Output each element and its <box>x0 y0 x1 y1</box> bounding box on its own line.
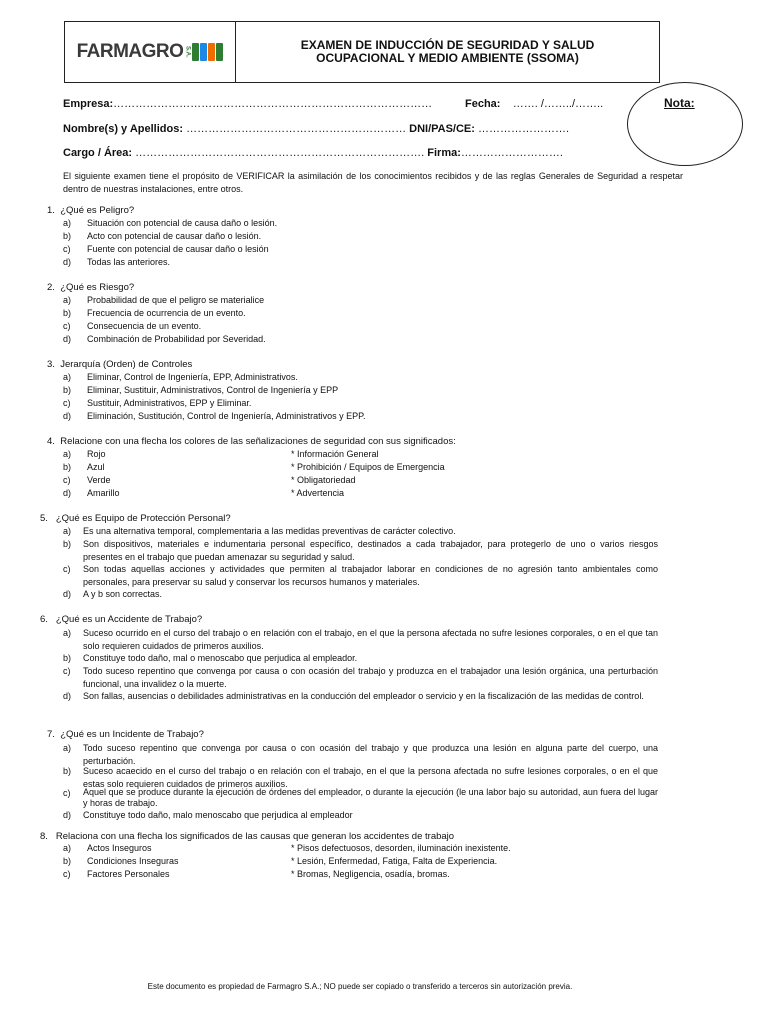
q6-option-a[interactable]: Suceso ocurrido en el curso del trabajo o en relación con el trabajo, en el que la persona afectada no sufre lesiones corporales, o en el que tan solo requieren cuidados de primeros auxilios. <box>83 628 658 651</box>
empresa-label: Empresa: <box>63 98 114 110</box>
question-7 <box>47 729 204 740</box>
grade-label: Nota: <box>664 96 695 110</box>
dni-field[interactable]: ……………………. <box>478 123 570 135</box>
title-line-1: EXAMEN DE INDUCCIÓN DE SEGURIDAD Y SALUD <box>300 38 595 52</box>
grade-circle <box>627 82 743 166</box>
q6-option-a-letter: a) <box>63 628 72 638</box>
question-number: 6. <box>40 614 48 625</box>
empresa-field[interactable]: …………………………………………………………………………… <box>113 98 433 110</box>
fecha-field[interactable]: ……. /……../…….. <box>512 98 604 110</box>
empresa-row <box>63 98 432 110</box>
question-number: 3. <box>47 359 55 370</box>
question-8 <box>40 831 454 842</box>
q7-option-b[interactable]: Suceso acaecido en el curso del trabajo o en relación con el trabajo, en el que la persona afectada no sufre lesiones corporales, o en el que estas solo requieren cuidados de primeros auxilios. <box>83 766 658 789</box>
question-number: 1. <box>47 205 55 216</box>
q7-option-a-letter: a) <box>63 743 72 753</box>
question-text: Jerarquía (Orden) de Controles <box>60 359 193 370</box>
cargo-row <box>63 147 563 159</box>
q6-option-c-letter: c) <box>63 666 71 676</box>
q7-option-b-letter: b) <box>63 766 72 776</box>
question-4 <box>47 436 456 447</box>
question-text: ¿Qué es Equipo de Protección Personal? <box>55 513 231 524</box>
question-6 <box>40 614 202 625</box>
q7-option-c[interactable]: Aquel que se produce durante la ejecución de órdenes del empleador, o durante la ejecución (le una labor bajo su autoridad, aun fuera del lugar y horas de trabajo. <box>83 787 658 808</box>
question-number: 4. <box>47 436 55 447</box>
q8-match-b[interactable]: * Lesión, Enfermedad, Fatiga, Falta de Experiencia. <box>291 856 498 866</box>
document-header <box>64 21 660 83</box>
question-2 <box>47 282 134 293</box>
question-5 <box>40 513 231 524</box>
question-1 <box>47 205 134 216</box>
fecha-label: Fecha: <box>465 98 501 110</box>
title-line-2: OCUPACIONAL Y MEDIO AMBIENTE (SSOMA) <box>316 51 579 65</box>
company-logo <box>65 22 236 82</box>
question-text: ¿Qué es Riesgo? <box>60 282 135 293</box>
document-title <box>236 22 659 82</box>
question-text: Relacione con una flecha los colores de las señalizaciones de seguridad con sus significados: <box>60 436 456 447</box>
q6-option-d[interactable]: Son fallas, ausencias o debilidades administrativas en la conducción del empleador o servicio y en la fiscalización de las medidas de control. <box>83 691 644 701</box>
q7-option-a[interactable]: Todo suceso repentino que convenga por causa o con ocasión del trabajo y que produzca una lesión en alguna parte del cuerpo, una perturbación. <box>83 743 658 766</box>
question-text: ¿Qué es un Accidente de Trabajo? <box>55 614 203 625</box>
firma-label: Firma: <box>427 147 461 159</box>
nombre-label: Nombre(s) y Apellidos: <box>63 123 183 135</box>
q5-option-b[interactable]: Son dispositivos, materiales e indumentaria personal específico, destinados a cada trabajador, para protegerlo de uno o varios riesgos presentes en el trabajo que puedan amenazar su seguridad y salud. <box>83 539 658 562</box>
question-number: 2. <box>47 282 55 293</box>
question-3 <box>47 359 192 370</box>
q8-match-c[interactable]: * Bromas, Negligencia, osadía, bromas. <box>291 869 450 879</box>
question-number: 5. <box>40 513 48 524</box>
question-number: 8. <box>40 831 48 842</box>
q6-option-d-letter: d) <box>63 691 72 701</box>
footer-notice: Este documento es propiedad de Farmagro S.A.; NO puede ser copiado o transferido a terceros sin autorización previa. <box>147 982 573 991</box>
q5-option-c[interactable]: Son todas aquellas acciones y actividades que permiten al trabajador laborar en condiciones de no agresión tanto ambientales como personales, para preservar su salud y conservar los recursos humanos y materiales. <box>83 564 658 587</box>
nombre-field[interactable]: …………………………………………………… <box>186 123 407 135</box>
question-text: Relaciona con una flecha los significados de las causas que generan los accidentes de trabajo <box>55 831 455 842</box>
q8-match-a[interactable]: * Pisos defectuosos, desorden, iluminación inexistente. <box>291 843 511 853</box>
q5-option-b-letter: b) <box>63 539 72 549</box>
fecha-row <box>465 98 603 110</box>
q4-match-d[interactable]: * Advertencia <box>291 488 345 498</box>
question-number: 7. <box>47 729 55 740</box>
q4-match-b[interactable]: * Prohibición / Equipos de Emergencia <box>291 462 445 472</box>
logo-icons <box>192 43 223 61</box>
q6-option-c[interactable]: Todo suceso repentino que convenga por causa o con ocasión del trabajo y produzca en el trabajador una lesión orgánica, una perturbación funcional, una invalidez o la muerte. <box>83 666 658 689</box>
firma-field[interactable]: ………………………. <box>460 147 563 159</box>
logo-sa: S.A. <box>184 46 191 58</box>
cargo-field[interactable]: ……………………………………………………………………. <box>135 147 425 159</box>
question-text: ¿Qué es un Incidente de Trabajo? <box>60 729 204 740</box>
q7-option-c-letter: c) <box>63 788 71 798</box>
logo-text: FARMAGRO <box>76 41 184 62</box>
q4-match-a[interactable]: * Información General <box>291 449 379 459</box>
nombre-row <box>63 123 569 135</box>
dni-label: DNI/PAS/CE: <box>409 123 475 135</box>
cargo-label: Cargo / Área: <box>63 147 133 159</box>
q5-option-c-letter: c) <box>63 564 71 574</box>
question-text: ¿Qué es Peligro? <box>60 205 135 216</box>
q4-match-c[interactable]: * Obligatoriedad <box>291 475 356 485</box>
intro-paragraph: El siguiente examen tiene el propósito de VERIFICAR la asimilación de los conocimientos recibidos y de las reglas Generales de Seguridad a respetar dentro de nuestras instalaciones, entre otros. <box>63 171 683 194</box>
